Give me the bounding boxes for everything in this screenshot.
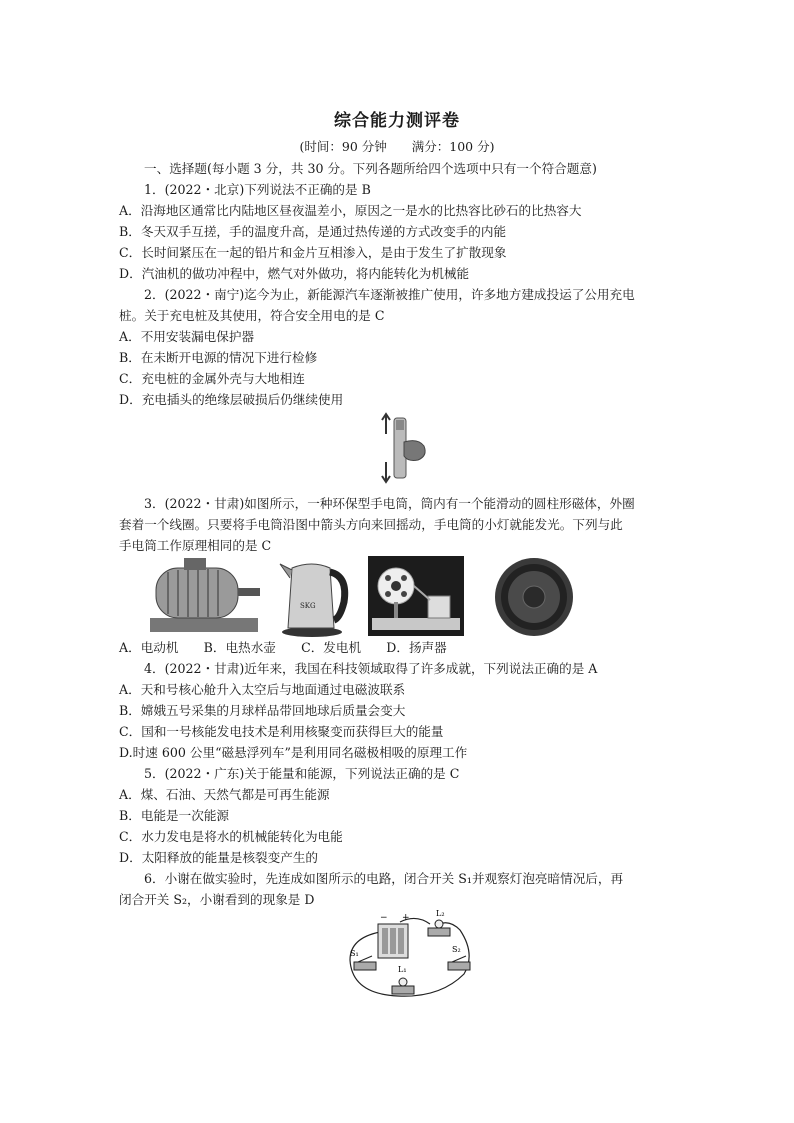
lamp-l2-label: L₂	[436, 910, 445, 918]
q1-option-c: C．长时间紧压在一起的铅片和金片互相渗入，是由于发生了扩散现象	[119, 245, 507, 260]
lamp-l1-label: L₁	[398, 965, 407, 974]
q4-stem: 4．(2022・甘肃)近年来，我国在科技领域取得了许多成就，下列说法正确的是 A	[144, 661, 598, 676]
q4-option-c: C．国和一号核能发电技术是利用核聚变而获得巨大的能量	[119, 724, 444, 739]
q2-option-b: B．在未断开电源的情况下进行检修	[119, 350, 318, 365]
q3-stem-3: 手电筒工作原理相同的是 C	[119, 538, 272, 553]
flashlight-image	[380, 412, 430, 484]
q5-option-c: C．水力发电是将水的机械能转化为电能	[119, 829, 343, 844]
q5-option-b: B．电能是一次能源	[119, 808, 230, 823]
loudspeaker-image	[486, 556, 582, 638]
q2-option-c: C．充电桩的金属外壳与大地相连	[119, 371, 305, 386]
q3-stem-2: 套着一个线圈。只要将手电筒沿图中箭头方向来回摇动，手电筒的小灯就能发光。下列与此	[119, 517, 623, 532]
q1-option-d: D．汽油机的做功冲程中，燃气对外做功，将内能转化为机械能	[119, 266, 470, 281]
electric-kettle-image	[278, 556, 350, 638]
q4-option-a: A．天和号核心舱升入太空后与地面通过电磁波联系	[119, 682, 406, 697]
q5-option-d: D．太阳释放的能量是核裂变产生的	[119, 850, 319, 865]
q2-option-a: A．不用安装漏电保护器	[119, 329, 255, 344]
q1-stem: 1．(2022・北京)下列说法不正确的是 B	[144, 182, 371, 197]
q6-stem-2: 闭合开关 S₂，小谢看到的现象是 D	[119, 892, 315, 907]
q4-option-b: B．嫦娥五号采集的月球样品带回地球后质量会变大	[119, 703, 406, 718]
q5-option-a: A．煤、石油、天然气都是可再生能源	[119, 787, 330, 802]
q3-stem-1: 3．(2022・甘肃)如图所示，一种环保型手电筒，筒内有一个能滑动的圆柱形磁体，外圈	[144, 496, 635, 511]
battery-minus-label: −	[380, 913, 388, 923]
q2-option-d: D．充电插头的绝缘层破损后仍继续使用	[119, 392, 344, 407]
q5-stem: 5．(2022・广东)关于能量和能源，下列说法正确的是 C	[144, 766, 460, 781]
switch-s2-label: S₂	[452, 945, 461, 954]
q1-option-a: A．沿海地区通常比内陆地区昼夜温差小，原因之一是水的比热容比砂石的比热容大	[119, 203, 582, 218]
q6-stem-1: 6．小谢在做实验时，先连成如图所示的电路，闭合开关 S₁并观察灯泡亮暗情况后，再	[144, 871, 624, 886]
generator-model-image	[368, 556, 464, 636]
q1-option-b: B．冬天双手互搓，手的温度升高，是通过热传递的方式改变手的内能	[119, 224, 507, 239]
electric-motor-image	[148, 556, 264, 636]
switch-s1-label: S₁	[350, 949, 359, 958]
battery-plus-label: +	[402, 913, 410, 923]
circuit-diagram	[340, 910, 476, 1010]
q2-stem-2: 桩。关于充电桩及其使用，符合安全用电的是 C	[119, 308, 385, 323]
q3-options: A．电动机 B．电热水壶 C．发电机 D．扬声器	[119, 640, 447, 655]
page-title: 综合能力测评卷	[334, 111, 460, 131]
q4-option-d: D.时速 600 公里“磁悬浮列车”是利用同名磁极相吸的原理工作	[119, 745, 468, 760]
kettle-brand-label: SKG	[300, 602, 316, 610]
exam-info: (时间：90 分钟 满分：100 分)	[299, 139, 495, 154]
section-heading: 一、选择题(每小题 3 分，共 30 分。下列各题所给四个选项中只有一个符合题意)	[144, 161, 597, 176]
q2-stem-1: 2．(2022・南宁)迄今为止，新能源汽车逐渐被推广使用，许多地方建成投运了公用充电	[144, 287, 635, 302]
